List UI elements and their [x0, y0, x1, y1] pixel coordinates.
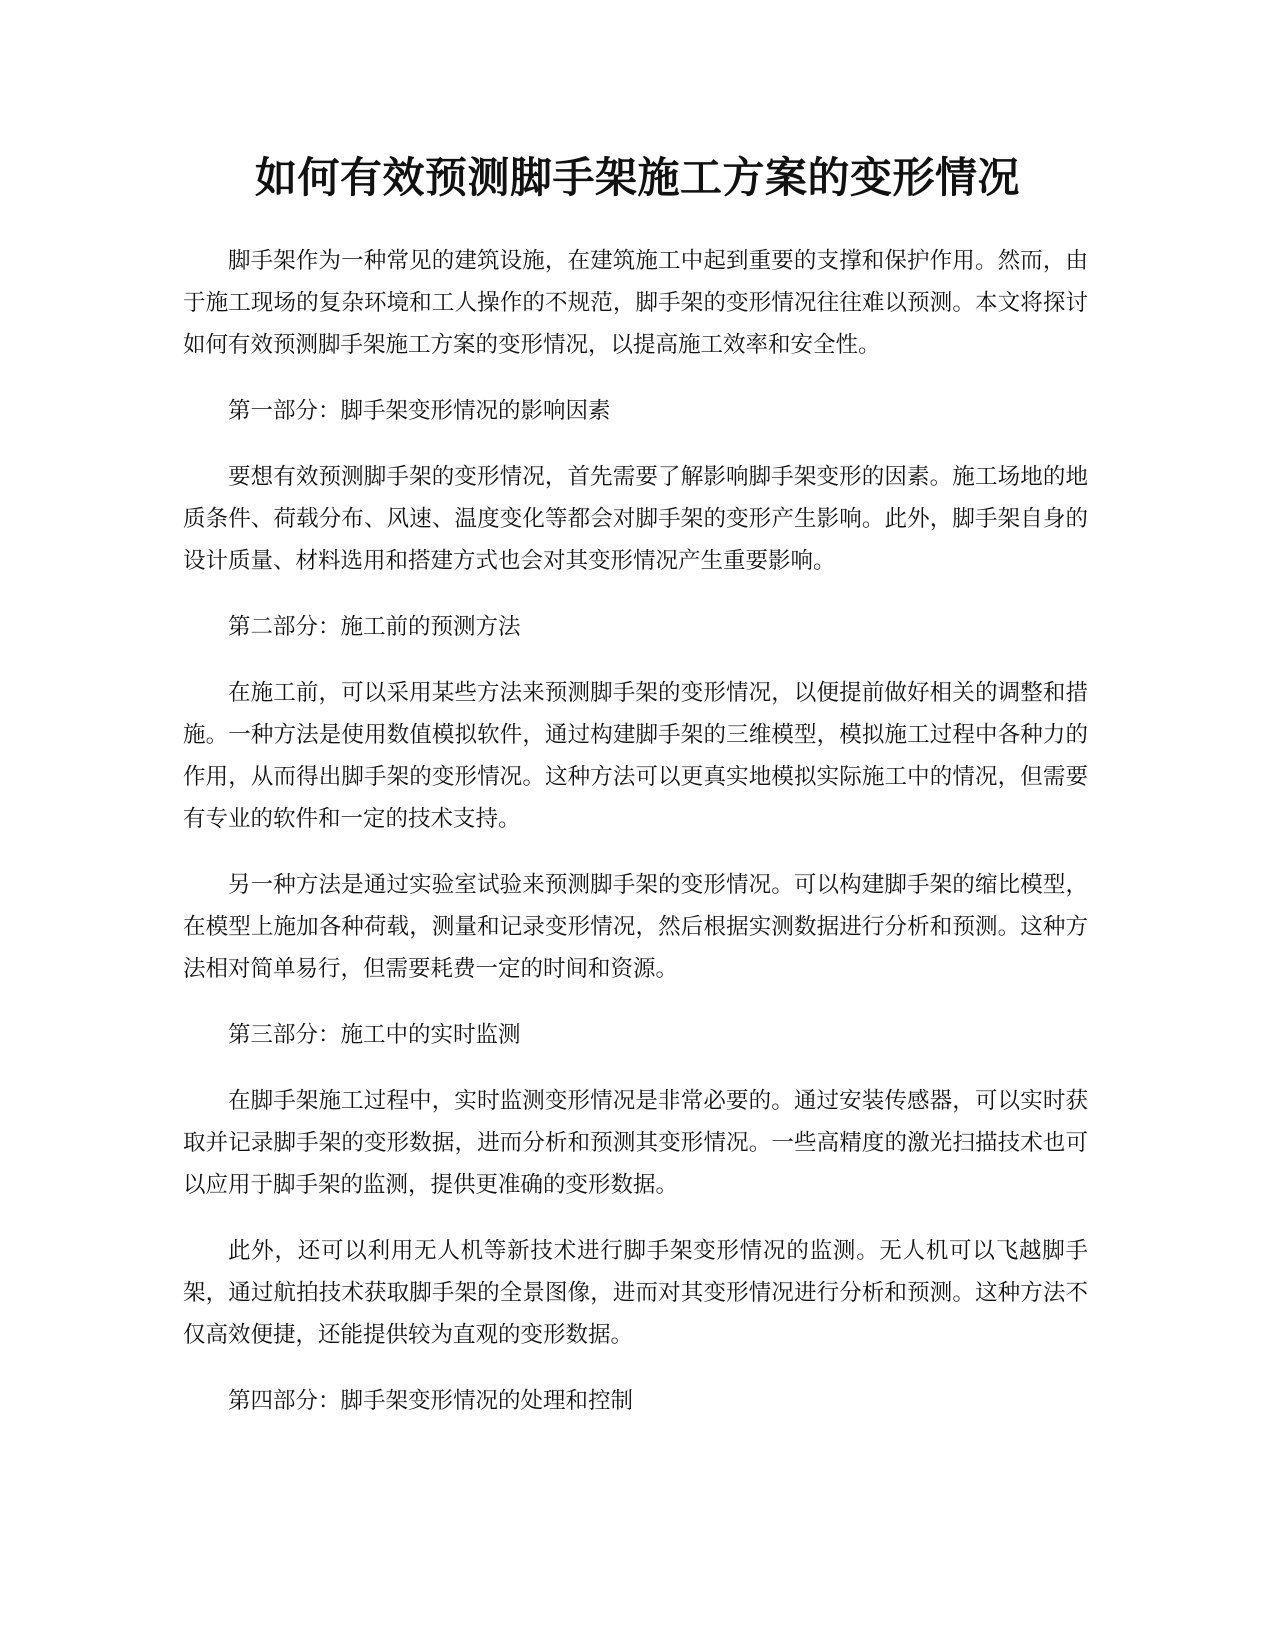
section-heading-4: 第四部分：脚手架变形情况的处理和控制 — [228, 1388, 634, 1414]
paragraph-sensor-monitoring: 在脚手架施工过程中，实时监测变形情况是非常必要的。通过安装传感器，可以实时获取并记录脚手架的变形数据，进而分析和预测其变形情况。一些高精度的激光扫描技术也可以应用于脚手架的监测，提供更准确的变形数据。 — [183, 1088, 1088, 1198]
document-title: 如何有效预测脚手架施工方案的变形情况 — [254, 153, 1020, 202]
document-body — [183, 240, 1088, 1446]
paragraph-intro: 脚手架作为一种常见的建筑设施，在建筑施工中起到重要的支撑和保护作用。然而，由于施工现场的复杂环境和工人操作的不规范，脚手架的变形情况往往难以预测。本文将探讨如何有效预测脚手架施工方案的变形情况，以提高施工效率和安全性。 — [183, 248, 1088, 358]
paragraph-drone-monitoring: 此外，还可以利用无人机等新技术进行脚手架变形情况的监测。无人机可以飞越脚手架，通过航拍技术获取脚手架的全景图像，进而对其变形情况进行分析和预测。这种方法不仅高效便捷，还能提供较为直观的变形数据。 — [183, 1238, 1088, 1348]
paragraph-lab-test: 另一种方法是通过实验室试验来预测脚手架的变形情况。可以构建脚手架的缩比模型，在模型上施加各种荷载，测量和记录变形情况，然后根据实测数据进行分析和预测。这种方法相对简单易行，但需要耗费一定的时间和资源。 — [183, 872, 1088, 982]
section-heading-2: 第二部分：施工前的预测方法 — [228, 614, 521, 640]
paragraph-factors: 要想有效预测脚手架的变形情况，首先需要了解影响脚手架变形的因素。施工场地的地质条件、荷载分布、风速、温度变化等都会对脚手架的变形产生影响。此外，脚手架自身的设计质量、材料选用和搭建方式也会对其变形情况产生重要影响。 — [183, 464, 1088, 574]
section-heading-1: 第一部分：脚手架变形情况的影响因素 — [228, 398, 611, 424]
paragraph-numerical-simulation: 在施工前，可以采用某些方法来预测脚手架的变形情况，以便提前做好相关的调整和措施。一种方法是使用数值模拟软件，通过构建脚手架的三维模型，模拟施工过程中各种力的作用，从而得出脚手架的变形情况。这种方法可以更真实地模拟实际施工中的情况，但需要有专业的软件和一定的技术支持。 — [183, 680, 1088, 832]
section-heading-3: 第三部分：施工中的实时监测 — [228, 1022, 521, 1048]
